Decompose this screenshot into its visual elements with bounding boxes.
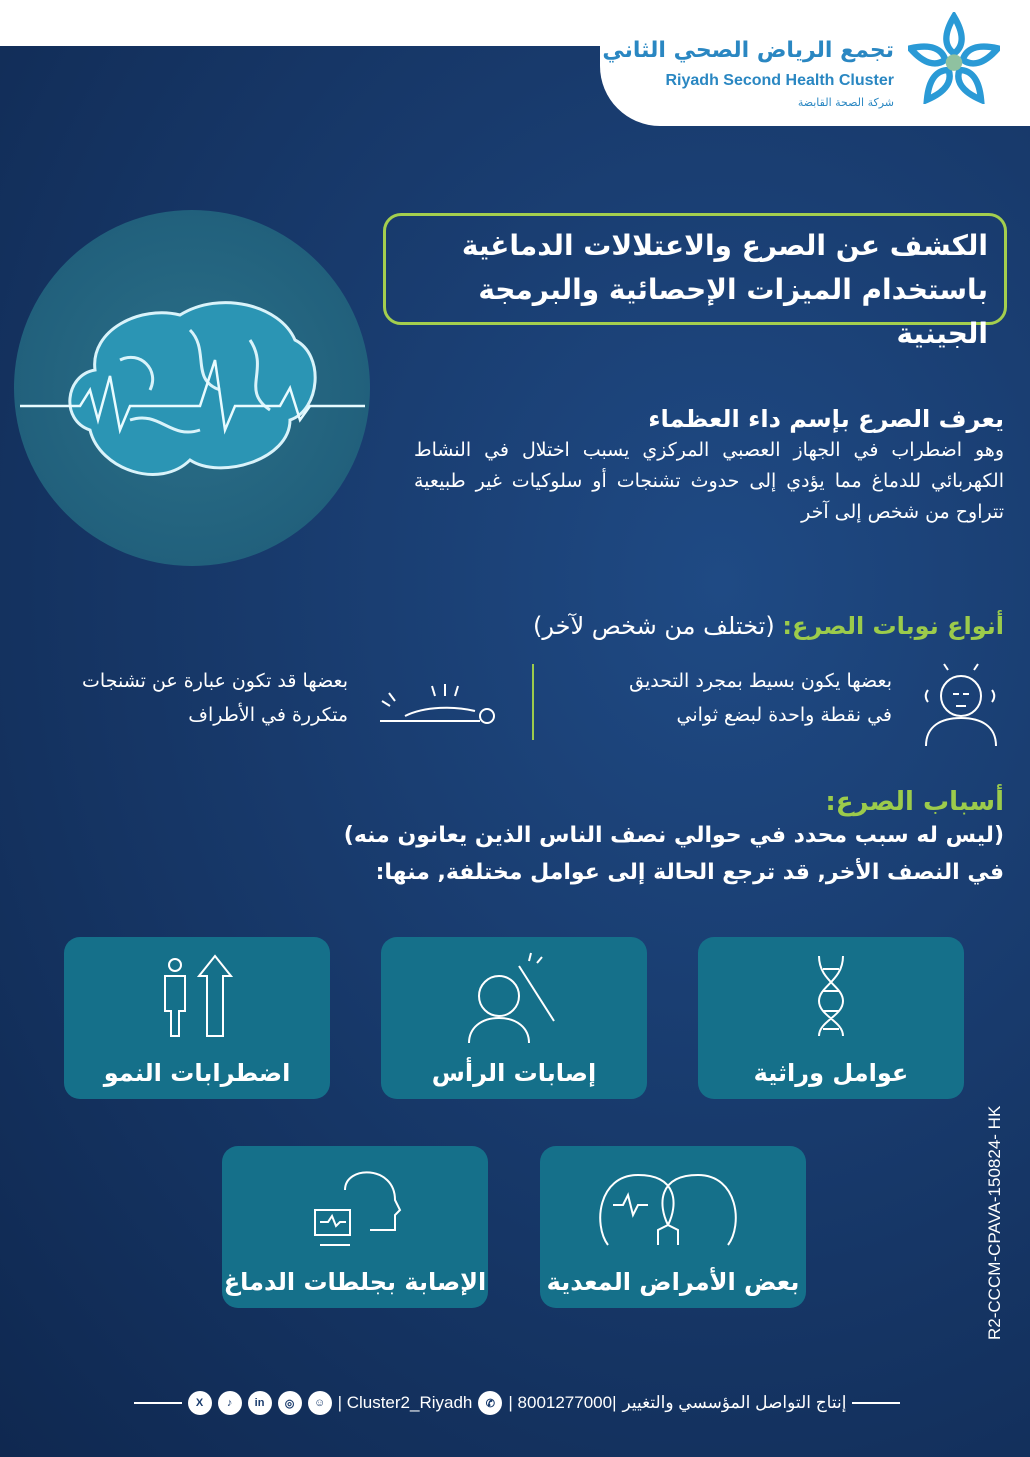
types-heading-label: أنواع نوبات الصرع: — [782, 612, 1004, 640]
definition-heading: يعرف الصرع بإسم داء العظماء — [648, 405, 1004, 433]
footer-phone: | 8001277000| — [508, 1393, 617, 1412]
phone-icon: ✆ — [478, 1391, 502, 1415]
divider — [532, 664, 534, 740]
convulsing-person-icon — [375, 676, 499, 730]
card-label: عوامل وراثية — [753, 1059, 909, 1087]
brain-ekg-icon — [20, 280, 365, 500]
linkedin-icon[interactable]: in — [248, 1391, 272, 1415]
footer-credit: إنتاج التواصل المؤسسي والتغيير — [622, 1393, 847, 1412]
cause-card-stroke — [222, 1146, 488, 1308]
card-label: بعض الأمراض المعدية — [546, 1268, 800, 1296]
tiktok-icon[interactable]: ♪ — [218, 1391, 242, 1415]
star-logo-icon — [908, 12, 1000, 104]
type-line: في نقطة واحدة لبضع ثواني — [676, 704, 892, 726]
type-line: متكررة في الأطراف — [188, 704, 348, 726]
type-line: بعضها يكون بسيط بمجرد التحديق — [629, 670, 892, 692]
footer-line — [134, 1402, 182, 1404]
cause-card-head-injury — [381, 937, 647, 1099]
cause-card-developmental — [64, 937, 330, 1099]
footer-line — [852, 1402, 900, 1404]
footer — [72, 1388, 962, 1418]
cause-card-infectious — [540, 1146, 806, 1308]
card-label: اضطرابات النمو — [103, 1059, 291, 1087]
seizure-type-staring — [629, 664, 892, 732]
types-heading — [533, 612, 1004, 640]
snapchat-icon[interactable]: ☺ — [308, 1391, 332, 1415]
types-note: (تختلف من شخص لآخر) — [533, 612, 775, 640]
title-box — [383, 213, 1007, 350]
causes-section — [344, 787, 1004, 891]
two-heads-icon — [588, 1160, 758, 1250]
brain-scan-icon — [305, 1160, 405, 1250]
head-injury-icon — [459, 951, 569, 1046]
growth-icon — [157, 951, 237, 1041]
dna-icon — [811, 951, 851, 1041]
causes-line-1: (ليس له سبب محدد في حوالي نصف الناس الذين يعانون منه) — [343, 823, 1004, 848]
document-code: R2-CCCM-CPAVA-150824- HK — [985, 1105, 1004, 1340]
x-icon[interactable]: X — [188, 1391, 212, 1415]
logo-name-ar: تجمع الرياض الصحي الثاني — [602, 38, 894, 63]
definition-body: وهو اضطراب في الجهاز العصبي المركزي يسبب اختلال في النشاط الكهربائي للدماغ مما يؤدي إلى حدوث تشنجات أو سلوكيات غير طبيعية تتراوح من شخص إلى آخر — [414, 439, 1004, 523]
card-label: إصابات الرأس — [431, 1059, 597, 1087]
causes-heading: أسباب الصرع: — [825, 787, 1004, 817]
causes-line-2: في النصف الأخر, قد ترجع الحالة إلى عوامل مختلفة, منها: — [375, 860, 1004, 885]
type-line: بعضها قد تكون عبارة عن تشنجات — [82, 670, 348, 692]
instagram-icon[interactable]: ◎ — [278, 1391, 302, 1415]
title-line-1: الكشف عن الصرع والاعتلالات الدماغية — [461, 229, 988, 262]
logo-name-en: Riyadh Second Health Cluster — [665, 72, 894, 89]
cause-card-genetic — [698, 937, 964, 1099]
seizure-type-convulsions — [82, 664, 348, 732]
staring-face-icon — [918, 660, 1004, 746]
definition-section — [414, 405, 1004, 528]
footer-handle: | Cluster2_Riyadh — [337, 1393, 473, 1412]
logo-subtitle: شركة الصحة القابضة — [797, 96, 894, 109]
card-label: الإصابة بجلطات الدماغ — [223, 1268, 487, 1296]
logo-header — [600, 0, 1030, 126]
title-line-2: باستخدام الميزات الإحصائية والبرمجة الجينية — [478, 273, 988, 350]
